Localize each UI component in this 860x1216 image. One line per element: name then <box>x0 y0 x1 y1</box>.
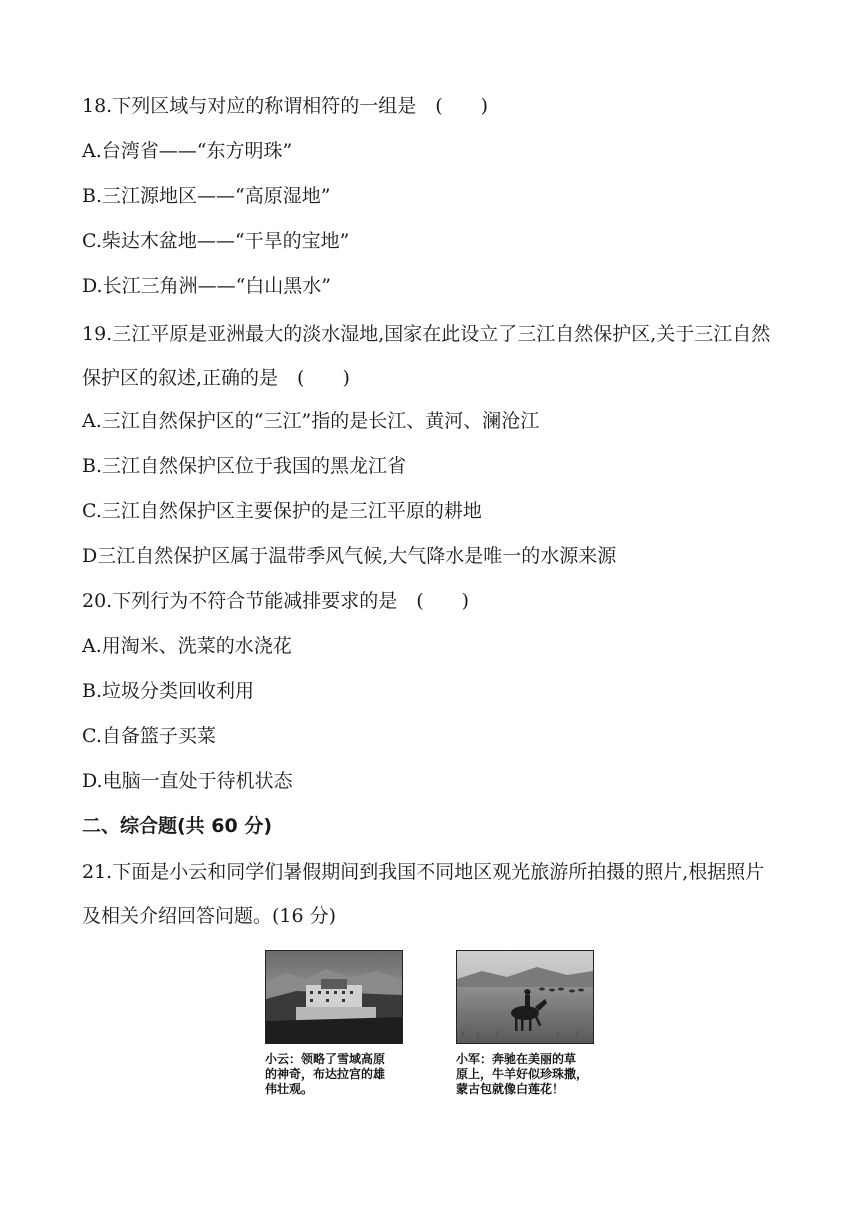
potala-caption-line-3: 伟壮观。 <box>265 1082 314 1096</box>
question-20-option-b: B.垃圾分类回收利用 <box>82 680 255 702</box>
grassland-caption <box>456 1052 606 1097</box>
question-18-option-b: B.三江源地区——“高原湿地” <box>82 185 331 207</box>
question-18-stem: 18.下列区域与对应的称谓相符的一组是 ( ) <box>82 95 489 117</box>
potala-palace-image <box>266 951 402 1043</box>
potala-palace-photo <box>265 950 403 1044</box>
question-18-option-c: C.柴达木盆地——“干旱的宝地” <box>82 230 350 252</box>
section-title: 二、综合题(共 60 分) <box>82 815 273 837</box>
question-20-option-c: C.自备篮子买菜 <box>82 725 216 747</box>
question-19-option-d: D三江自然保护区属于温带季风气候,大气降水是唯一的水源来源 <box>82 545 617 567</box>
question-20-stem: 20.下列行为不符合节能减排要求的是 ( ) <box>82 590 470 612</box>
question-20-option-a: A.用淘米、洗菜的水浇花 <box>82 635 292 657</box>
question-19-option-b: B.三江自然保护区位于我国的黑龙江省 <box>82 455 407 477</box>
grassland-rider-photo <box>456 950 594 1044</box>
grassland-caption-line-3: 蒙古包就像白莲花！ <box>456 1082 565 1096</box>
photo-card-grassland <box>456 950 606 1097</box>
question-20-option-d: D.电脑一直处于待机状态 <box>82 770 293 792</box>
question-18-option-a: A.台湾省——“东方明珠” <box>82 140 293 162</box>
question-18-option-d: D.长江三角洲——“白山黑水” <box>82 275 332 297</box>
grassland-rider-image <box>457 951 593 1043</box>
photo-card-potala <box>265 950 415 1097</box>
grassland-caption-line-1: 小军：奔驰在美丽的草 <box>456 1052 577 1066</box>
question-19-stem: 19.三江平原是亚洲最大的淡水湿地,国家在此设立了三江自然保护区,关于三江自然保护区的叙述,正确的是 ( ) <box>82 323 771 389</box>
grassland-caption-line-2: 原上，牛羊好似珍珠撒， <box>456 1067 589 1081</box>
question-19-option-a: A.三江自然保护区的“三江”指的是长江、黄河、澜沧江 <box>82 410 540 432</box>
question-19-option-c: C.三江自然保护区主要保护的是三江平原的耕地 <box>82 500 482 522</box>
question-21-stem: 21.下面是小云和同学们暑假期间到我国不同地区观光旅游所拍摄的照片,根据照片及相关介绍回答问题。(16 分) <box>82 861 765 927</box>
potala-caption-line-2: 的神奇，布达拉宫的雄 <box>265 1067 386 1081</box>
potala-caption-line-1: 小云：领略了雪域高原 <box>265 1052 386 1066</box>
potala-caption <box>265 1052 415 1097</box>
